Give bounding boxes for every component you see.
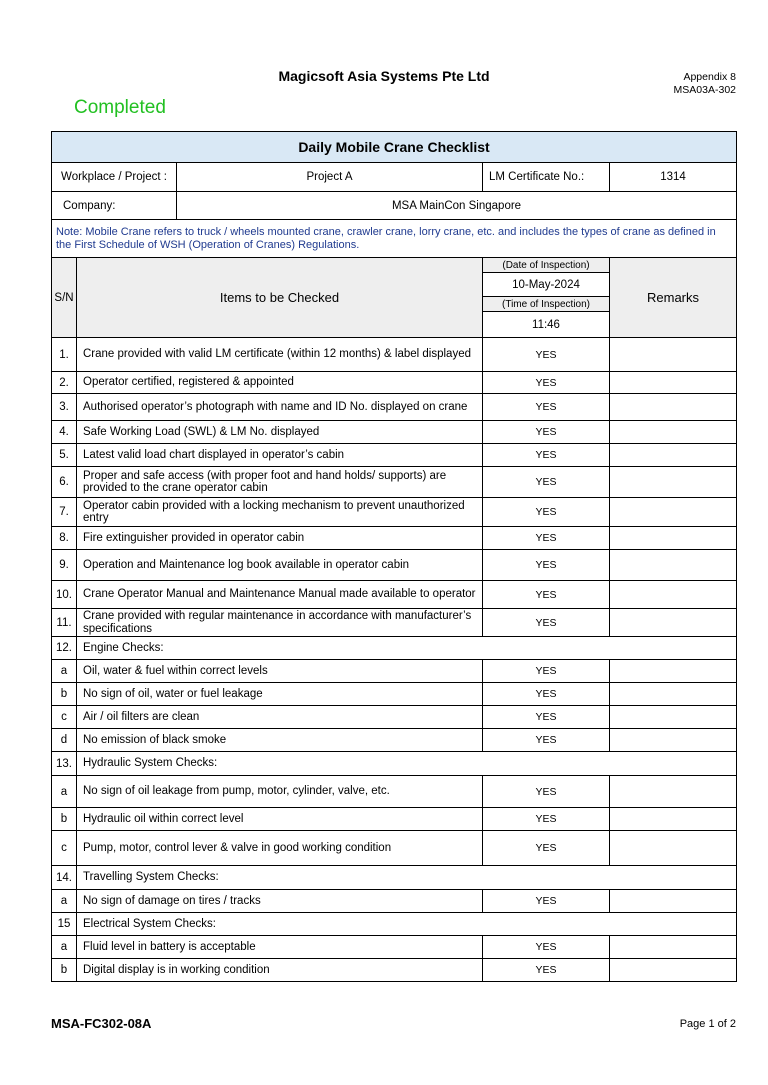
row-result: YES bbox=[483, 550, 610, 581]
section-title: Electrical System Checks: bbox=[77, 913, 737, 936]
row-remarks bbox=[610, 776, 737, 808]
checklist-row bbox=[52, 683, 737, 706]
checklist-row bbox=[52, 660, 737, 683]
checklist-row bbox=[52, 890, 737, 913]
row-result: YES bbox=[483, 421, 610, 444]
row-item: No emission of black smoke bbox=[77, 729, 483, 752]
checklist-row bbox=[52, 776, 737, 808]
row-item: Proper and safe access (with proper foot and hand holds/ supports) are provided to the crane operator cabin bbox=[77, 467, 483, 498]
row-item: Authorised operator’s photograph with name and ID No. displayed on crane bbox=[77, 394, 483, 421]
row-sn: 10. bbox=[52, 581, 77, 609]
row-remarks bbox=[610, 421, 737, 444]
row-result: YES bbox=[483, 444, 610, 467]
remarks-header: Remarks bbox=[610, 258, 737, 338]
checklist-row bbox=[52, 609, 737, 637]
row-remarks bbox=[610, 683, 737, 706]
checklist-row bbox=[52, 338, 737, 372]
company-label: Company: bbox=[52, 192, 177, 220]
row-result: YES bbox=[483, 959, 610, 982]
row-remarks bbox=[610, 498, 737, 527]
row-remarks bbox=[610, 394, 737, 421]
row-result: YES bbox=[483, 581, 610, 609]
row-sn: 14. bbox=[52, 866, 77, 890]
section-row bbox=[52, 866, 737, 890]
row-item: Digital display is in working condition bbox=[77, 959, 483, 982]
row-remarks bbox=[610, 890, 737, 913]
row-result: YES bbox=[483, 831, 610, 866]
checklist-row bbox=[52, 706, 737, 729]
items-header: Items to be Checked bbox=[77, 258, 483, 338]
row-remarks bbox=[610, 660, 737, 683]
checklist-table bbox=[51, 131, 737, 982]
row-sn: d bbox=[52, 729, 77, 752]
row-item: Hydraulic oil within correct level bbox=[77, 808, 483, 831]
row-remarks bbox=[610, 936, 737, 959]
row-sn: 8. bbox=[52, 527, 77, 550]
row-result: YES bbox=[483, 808, 610, 831]
row-remarks bbox=[610, 609, 737, 637]
row-sn: 1. bbox=[52, 338, 77, 372]
row-remarks bbox=[610, 729, 737, 752]
row-sn: 15 bbox=[52, 913, 77, 936]
section-title: Travelling System Checks: bbox=[77, 866, 737, 890]
appendix-block bbox=[674, 71, 736, 97]
row-sn: a bbox=[52, 936, 77, 959]
row-sn: 5. bbox=[52, 444, 77, 467]
row-item: Fire extinguisher provided in operator cabin bbox=[77, 527, 483, 550]
row-remarks bbox=[610, 831, 737, 866]
status-label: Completed bbox=[74, 97, 166, 118]
page-number: Page 1 of 2 bbox=[679, 1018, 736, 1030]
checklist-row bbox=[52, 467, 737, 498]
row-item: Crane Operator Manual and Maintenance Manual made available to operator bbox=[77, 581, 483, 609]
row-item: No sign of oil, water or fuel leakage bbox=[77, 683, 483, 706]
section-title: Hydraulic System Checks: bbox=[77, 752, 737, 776]
row-sn: 2. bbox=[52, 372, 77, 394]
row-remarks bbox=[610, 467, 737, 498]
form-title: Daily Mobile Crane Checklist bbox=[52, 132, 737, 163]
checklist-row bbox=[52, 498, 737, 527]
checklist-row bbox=[52, 394, 737, 421]
checklist-row bbox=[52, 808, 737, 831]
checklist-row bbox=[52, 550, 737, 581]
row-result: YES bbox=[483, 660, 610, 683]
checklist-row bbox=[52, 421, 737, 444]
row-item: Safe Working Load (SWL) & LM No. displayed bbox=[77, 421, 483, 444]
checklist-row bbox=[52, 372, 737, 394]
row-sn: c bbox=[52, 831, 77, 866]
sn-header: S/N bbox=[52, 258, 77, 338]
row-sn: b bbox=[52, 683, 77, 706]
row-sn: 12. bbox=[52, 637, 77, 660]
row-sn: 6. bbox=[52, 467, 77, 498]
row-result: YES bbox=[483, 394, 610, 421]
row-remarks bbox=[610, 959, 737, 982]
definition-note: Note: Mobile Crane refers to truck / wheels mounted crane, crawler crane, lorry crane, etc. and includes the types of crane as defined in the First Schedule of WSH (Operation of Cranes) Regulations. bbox=[52, 220, 737, 258]
form-code: MSA-FC302-08A bbox=[51, 1016, 152, 1031]
row-sn: 13. bbox=[52, 752, 77, 776]
row-item: Operator certified, registered & appointed bbox=[77, 372, 483, 394]
company-name: Magicsoft Asia Systems Pte Ltd bbox=[278, 68, 490, 84]
checklist-row bbox=[52, 581, 737, 609]
row-item: Oil, water & fuel within correct levels bbox=[77, 660, 483, 683]
time-of-inspection-value: 11:46 bbox=[483, 312, 610, 338]
lm-certificate-value: 1314 bbox=[610, 163, 737, 192]
section-row bbox=[52, 752, 737, 776]
section-row bbox=[52, 637, 737, 660]
row-remarks bbox=[610, 338, 737, 372]
row-remarks bbox=[610, 581, 737, 609]
row-result: YES bbox=[483, 706, 610, 729]
row-sn: a bbox=[52, 776, 77, 808]
row-remarks bbox=[610, 808, 737, 831]
row-item: Crane provided with regular maintenance in accordance with manufacturer’s specifications bbox=[77, 609, 483, 637]
row-result: YES bbox=[483, 683, 610, 706]
row-sn: a bbox=[52, 890, 77, 913]
lm-certificate-label: LM Certificate No.: bbox=[483, 163, 610, 192]
row-result: YES bbox=[483, 467, 610, 498]
document-reference: MSA03A-302 bbox=[673, 84, 736, 96]
row-remarks bbox=[610, 527, 737, 550]
row-item: Air / oil filters are clean bbox=[77, 706, 483, 729]
row-result: YES bbox=[483, 776, 610, 808]
row-sn: 11. bbox=[52, 609, 77, 637]
row-item: Pump, motor, control lever & valve in good working condition bbox=[77, 831, 483, 866]
row-result: YES bbox=[483, 609, 610, 637]
row-sn: a bbox=[52, 660, 77, 683]
row-sn: 4. bbox=[52, 421, 77, 444]
checklist-row bbox=[52, 831, 737, 866]
date-of-inspection-value: 10-May-2024 bbox=[483, 273, 610, 297]
row-result: YES bbox=[483, 729, 610, 752]
checklist-row bbox=[52, 527, 737, 550]
section-title: Engine Checks: bbox=[77, 637, 737, 660]
workplace-label: Workplace / Project : bbox=[52, 163, 177, 192]
row-result: YES bbox=[483, 372, 610, 394]
row-sn: b bbox=[52, 808, 77, 831]
checklist-row bbox=[52, 936, 737, 959]
row-item: Latest valid load chart displayed in operator’s cabin bbox=[77, 444, 483, 467]
row-remarks bbox=[610, 706, 737, 729]
row-item: Crane provided with valid LM certificate (within 12 months) & label displayed bbox=[77, 338, 483, 372]
time-of-inspection-label: (Time of Inspection) bbox=[483, 297, 610, 312]
appendix-label: Appendix 8 bbox=[683, 71, 736, 83]
row-result: YES bbox=[483, 498, 610, 527]
row-sn: 7. bbox=[52, 498, 77, 527]
row-sn: c bbox=[52, 706, 77, 729]
row-item: No sign of oil leakage from pump, motor, cylinder, valve, etc. bbox=[77, 776, 483, 808]
row-result: YES bbox=[483, 890, 610, 913]
section-row bbox=[52, 913, 737, 936]
row-result: YES bbox=[483, 527, 610, 550]
row-item: Fluid level in battery is acceptable bbox=[77, 936, 483, 959]
row-sn: 9. bbox=[52, 550, 77, 581]
checklist-row bbox=[52, 444, 737, 467]
row-remarks bbox=[610, 550, 737, 581]
row-result: YES bbox=[483, 338, 610, 372]
row-remarks bbox=[610, 444, 737, 467]
row-item: Operation and Maintenance log book available in operator cabin bbox=[77, 550, 483, 581]
row-item: Operator cabin provided with a locking mechanism to prevent unauthorized entry bbox=[77, 498, 483, 527]
checklist-row bbox=[52, 729, 737, 752]
row-sn: b bbox=[52, 959, 77, 982]
row-item: No sign of damage on tires / tracks bbox=[77, 890, 483, 913]
workplace-value: Project A bbox=[177, 163, 483, 192]
row-remarks bbox=[610, 372, 737, 394]
row-result: YES bbox=[483, 936, 610, 959]
date-of-inspection-label: (Date of Inspection) bbox=[483, 258, 610, 273]
row-sn: 3. bbox=[52, 394, 77, 421]
company-value: MSA MainCon Singapore bbox=[177, 192, 737, 220]
checklist-row bbox=[52, 959, 737, 982]
